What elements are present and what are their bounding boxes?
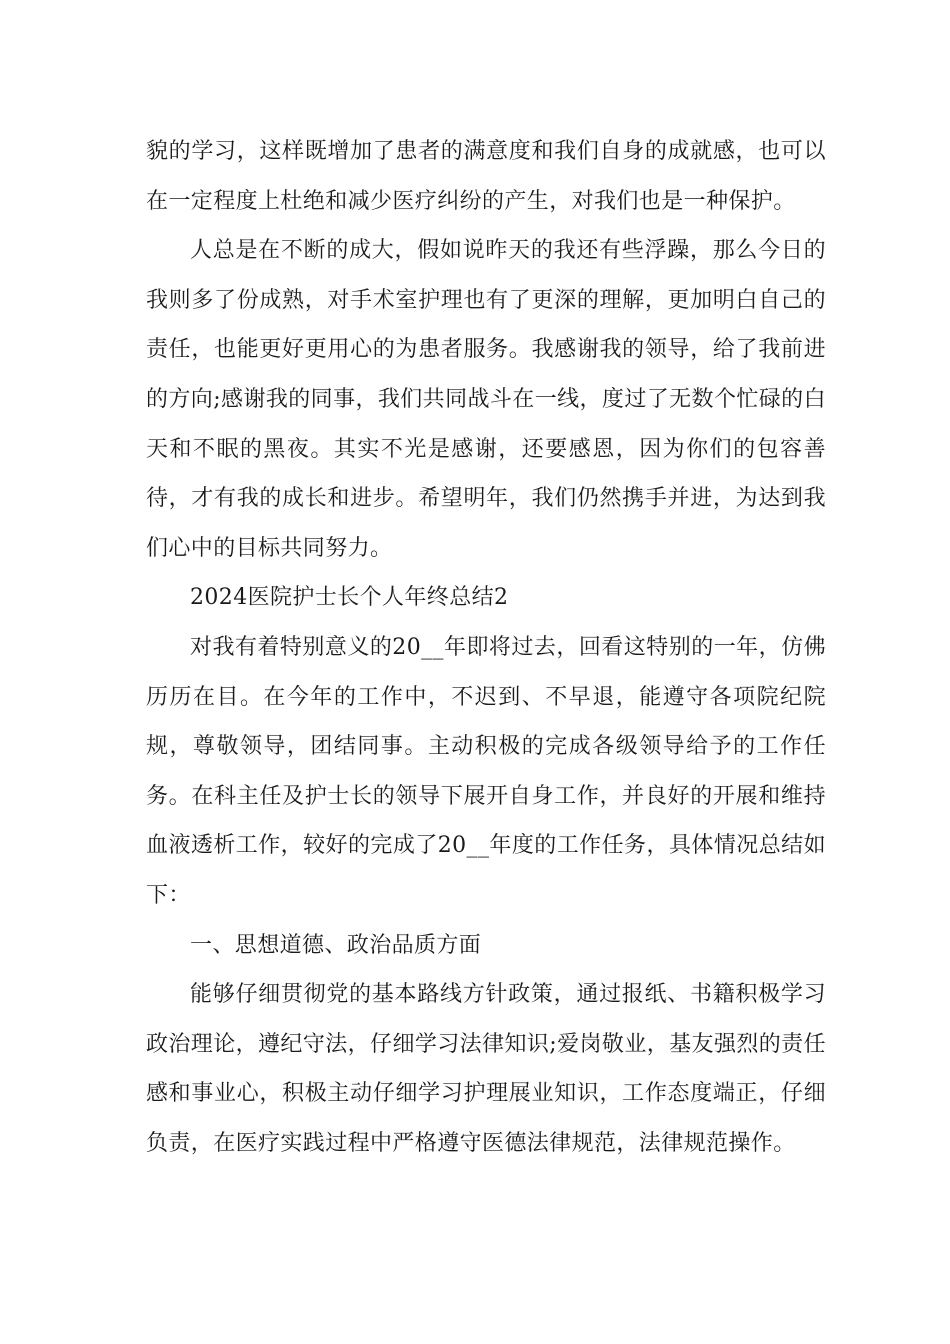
section-heading-ideology: 一、思想道德、政治品质方面 bbox=[190, 932, 482, 958]
paragraph-year-review: 对我有着特别意义的20__年即将过去，回看这特别的一年，仿佛历历在目。在今年的工作中，不迟到、不早退，能遵守各项院纪院规，尊敬领导，团结同事。主动积极的完成各级领导给予的工作任务。在科主任及护士长的领导下展开自身工作，并良好的开展和维持血液透析工作，较好的完成了20__年度的工作任务，具体情况总结如下： bbox=[146, 634, 826, 908]
paragraph-continuation: 貌的学习，这样既增加了患者的满意度和我们自身的成就感，也可以在一定程度上杜绝和减少医疗纠纷的产生，对我们也是一种保护。 bbox=[146, 139, 826, 214]
paragraph-ideology: 能够仔细贯彻党的基本路线方针政策，通过报纸、书籍积极学习政治理论，遵纪守法，仔细学习法律知识;爱岗敬业，基友强烈的责任感和事业心，积极主动仔细学习护理展业知识，工作态度端正，仔细负责，在医疗实践过程中严格遵守医德法律规范，法律规范操作。 bbox=[146, 982, 826, 1156]
document-page bbox=[146, 127, 826, 1168]
paragraph-growth-gratitude: 人总是在不断的成大，假如说昨天的我还有些浮躁，那么今日的我则多了份成熟，对手术室护理也有了更深的理解，更加明白自己的责任，也能更好更用心的为患者服务。我感谢我的领导，给了我前进的方向;感谢我的同事，我们共同战斗在一线，度过了无数个忙碌的白天和不眠的黑夜。其实不光是感谢，还要感恩，因为你们的包容善待，才有我的成长和进步。希望明年，我们仍然携手并进，为达到我们心中的目标共同努力。 bbox=[146, 238, 826, 561]
document-title-2: 2024医院护士长个人年终总结2 bbox=[190, 585, 509, 611]
